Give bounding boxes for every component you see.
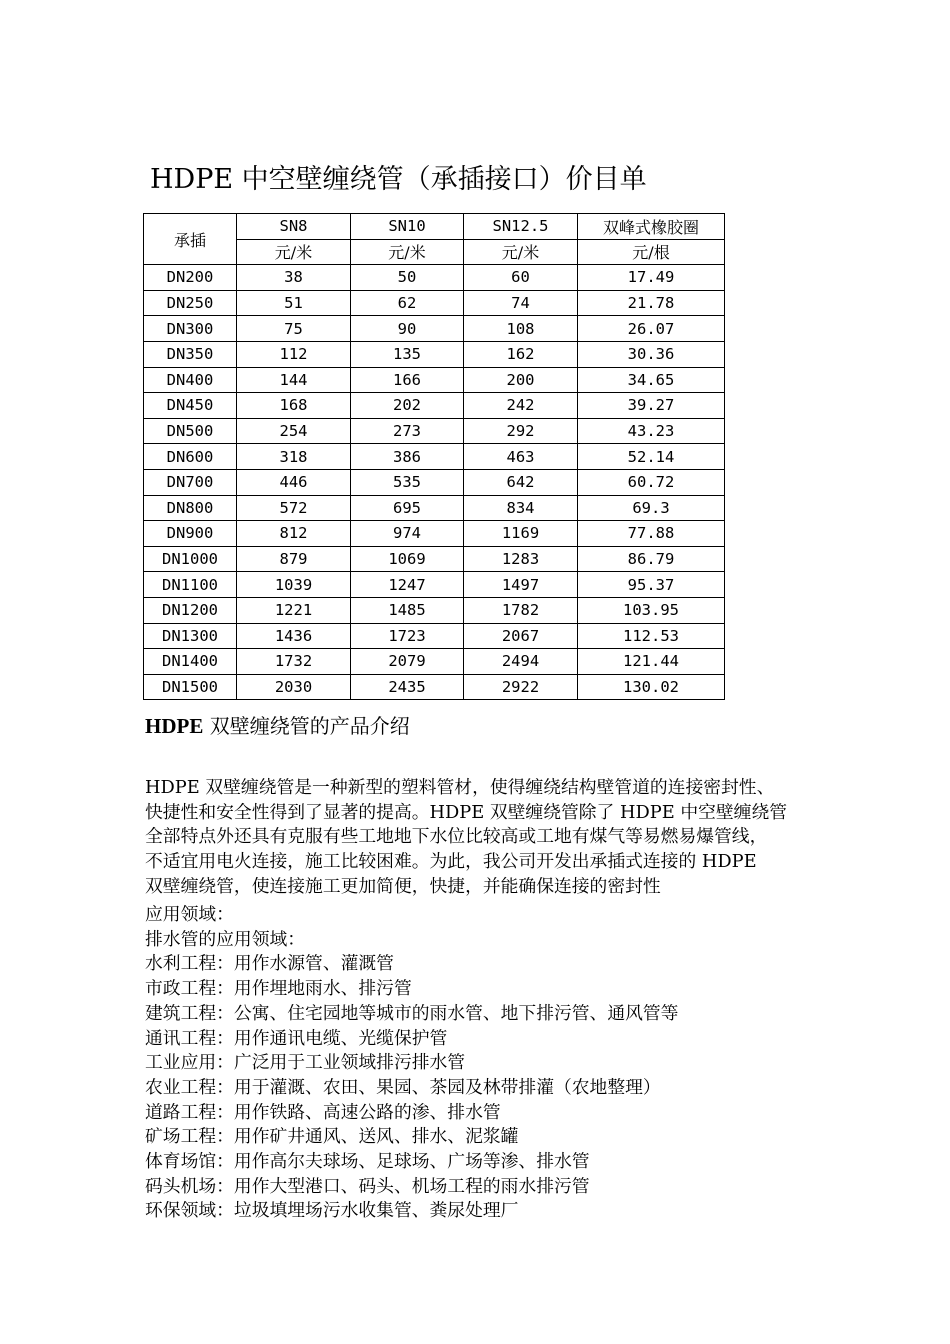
intro-heading: [145, 712, 410, 740]
row-label-cell: DN1500: [144, 674, 237, 700]
row-label-cell: DN600: [144, 444, 237, 470]
list-item: 排水管的应用领域：: [145, 928, 306, 950]
price-cell: 135: [351, 341, 464, 367]
price-cell: 34.65: [578, 367, 725, 393]
row-label-cell: DN900: [144, 521, 237, 547]
row-label-cell: DN500: [144, 418, 237, 444]
paragraph-line: HDPE 双壁缠绕管是一种新型的塑料管材，使得缠绕结构壁管道的连接密封性、: [145, 777, 775, 798]
intro-heading-bold: HDPE: [145, 714, 204, 738]
price-cell: 1169: [464, 521, 578, 547]
price-cell: 26.07: [578, 316, 725, 342]
price-cell: 292: [464, 418, 578, 444]
list-item: 体育场馆：用作高尔夫球场、足球场、广场等渗、排水管: [145, 1151, 590, 1173]
price-cell: 86.79: [578, 546, 725, 572]
list-item: 道路工程：用作铁路、高速公路的渗、排水管: [145, 1101, 501, 1123]
price-cell: 974: [351, 521, 464, 547]
price-cell: 74: [464, 290, 578, 316]
price-cell: 2067: [464, 623, 578, 649]
price-cell: 1283: [464, 546, 578, 572]
price-cell: 812: [237, 521, 351, 547]
table-row: [144, 674, 725, 700]
list-item: 码头机场：用作大型港口、码头、机场工程的雨水排污管: [145, 1175, 590, 1197]
row-label-cell: DN1200: [144, 597, 237, 623]
column-header: SN10: [351, 214, 464, 240]
price-cell: 695: [351, 495, 464, 521]
table-row: [144, 623, 725, 649]
price-cell: 60: [464, 265, 578, 291]
column-header: SN8: [237, 214, 351, 240]
row-label-cell: DN250: [144, 290, 237, 316]
price-cell: 1436: [237, 623, 351, 649]
price-cell: 535: [351, 469, 464, 495]
price-cell: 77.88: [578, 521, 725, 547]
list-item: 矿场工程：用作矿井通风、送风、排水、泥浆罐: [145, 1126, 519, 1148]
table-row: [144, 418, 725, 444]
price-cell: 879: [237, 546, 351, 572]
column-unit: 元/米: [237, 239, 351, 265]
list-item: 市政工程：用作埋地雨水、排污管: [145, 978, 412, 1000]
price-cell: 2435: [351, 674, 464, 700]
price-cell: 200: [464, 367, 578, 393]
price-cell: 112.53: [578, 623, 725, 649]
price-cell: 254: [237, 418, 351, 444]
paragraph-line: 全部特点外还具有克服有些工地地下水位比较高或工地有煤气等易燃易爆管线，: [145, 826, 768, 848]
price-table-body: [144, 265, 725, 700]
price-cell: 95.37: [578, 572, 725, 598]
price-cell: 38: [237, 265, 351, 291]
price-table-header: [144, 214, 725, 265]
price-cell: 90: [351, 316, 464, 342]
table-row: [144, 469, 725, 495]
column-header: 双峰式橡胶圈: [578, 214, 725, 240]
application-list: [145, 903, 678, 1224]
row-label-cell: DN200: [144, 265, 237, 291]
table-row: [144, 444, 725, 470]
price-cell: 2494: [464, 649, 578, 675]
price-cell: 1732: [237, 649, 351, 675]
price-cell: 2030: [237, 674, 351, 700]
row-label-cell: DN1100: [144, 572, 237, 598]
price-cell: 30.36: [578, 341, 725, 367]
price-cell: 242: [464, 393, 578, 419]
table-row: [144, 521, 725, 547]
table-row: [144, 649, 725, 675]
price-table: [143, 213, 725, 700]
column-unit: 元/根: [578, 239, 725, 265]
price-cell: 1069: [351, 546, 464, 572]
paragraph-line: 不适宜用电火连接，施工比较困难。为此，我公司开发出承插式连接的 HDPE: [145, 851, 757, 873]
table-row: [144, 572, 725, 598]
list-item: 通讯工程：用作通讯电缆、光缆保护管: [145, 1027, 448, 1049]
row-label-cell: DN1300: [144, 623, 237, 649]
row-label-cell: DN300: [144, 316, 237, 342]
price-cell: 39.27: [578, 393, 725, 419]
price-cell: 1221: [237, 597, 351, 623]
row-label-cell: DN1000: [144, 546, 237, 572]
price-cell: 572: [237, 495, 351, 521]
price-cell: 1782: [464, 597, 578, 623]
price-cell: 642: [464, 469, 578, 495]
price-cell: 834: [464, 495, 578, 521]
table-row: [144, 265, 725, 291]
price-cell: 21.78: [578, 290, 725, 316]
price-cell: 103.95: [578, 597, 725, 623]
price-cell: 463: [464, 444, 578, 470]
price-cell: 273: [351, 418, 464, 444]
price-cell: 386: [351, 444, 464, 470]
price-cell: 43.23: [578, 418, 725, 444]
price-cell: 318: [237, 444, 351, 470]
paragraph-line: 双壁缠绕管，使连接施工更加简便，快捷，并能确保连接的密封性: [145, 875, 661, 897]
price-cell: 144: [237, 367, 351, 393]
list-item: 环保领域：垃圾填埋场污水收集管、粪尿处理厂: [145, 1200, 519, 1222]
table-row: [144, 316, 725, 342]
price-cell: 52.14: [578, 444, 725, 470]
list-item: 水利工程：用作水源管、灌溉管: [145, 953, 394, 975]
intro-paragraph: [145, 776, 815, 900]
table-row: [144, 495, 725, 521]
price-cell: 1485: [351, 597, 464, 623]
table-row: [144, 367, 725, 393]
table-row: [144, 597, 725, 623]
price-cell: 108: [464, 316, 578, 342]
table-row: [144, 546, 725, 572]
price-cell: 112: [237, 341, 351, 367]
list-item: 农业工程：用于灌溉、农田、果园、茶园及林带排灌（农地整理）: [145, 1076, 661, 1098]
list-item: 应用领域：: [145, 904, 234, 925]
price-cell: 50: [351, 265, 464, 291]
price-cell: 1247: [351, 572, 464, 598]
row-label-cell: DN1400: [144, 649, 237, 675]
price-cell: 168: [237, 393, 351, 419]
price-cell: 2922: [464, 674, 578, 700]
intro-heading-text: 双壁缠绕管的产品介绍: [203, 714, 410, 738]
corner-header: 承插: [144, 214, 237, 265]
row-label-cell: DN700: [144, 469, 237, 495]
header-row-names: [144, 214, 725, 240]
price-cell: 1039: [237, 572, 351, 598]
table-row: [144, 341, 725, 367]
price-cell: 130.02: [578, 674, 725, 700]
row-label-cell: DN800: [144, 495, 237, 521]
list-item: 建筑工程：公寓、住宅园地等城市的雨水管、地下排污管、通风管等: [145, 1002, 679, 1024]
list-item: 工业应用：广泛用于工业领域排污排水管: [145, 1052, 466, 1074]
column-unit: 元/米: [351, 239, 464, 265]
price-cell: 2079: [351, 649, 464, 675]
column-header: SN12.5: [464, 214, 578, 240]
column-unit: 元/米: [464, 239, 578, 265]
row-label-cell: DN450: [144, 393, 237, 419]
price-cell: 202: [351, 393, 464, 419]
price-cell: 446: [237, 469, 351, 495]
price-cell: 62: [351, 290, 464, 316]
price-cell: 75: [237, 316, 351, 342]
paragraph-line: 快捷性和安全性得到了显著的提高。HDPE 双壁缠绕管除了 HDPE 中空壁缠绕管: [145, 801, 788, 823]
row-label-cell: DN350: [144, 341, 237, 367]
price-cell: 162: [464, 341, 578, 367]
price-cell: 69.3: [578, 495, 725, 521]
price-list-title: HDPE 中空壁缠绕管（承插接口）价目单: [150, 164, 647, 195]
row-label-cell: DN400: [144, 367, 237, 393]
price-cell: 1497: [464, 572, 578, 598]
price-cell: 51: [237, 290, 351, 316]
price-cell: 1723: [351, 623, 464, 649]
table-row: [144, 393, 725, 419]
price-cell: 121.44: [578, 649, 725, 675]
table-row: [144, 290, 725, 316]
price-cell: 166: [351, 367, 464, 393]
price-cell: 60.72: [578, 469, 725, 495]
price-cell: 17.49: [578, 265, 725, 291]
